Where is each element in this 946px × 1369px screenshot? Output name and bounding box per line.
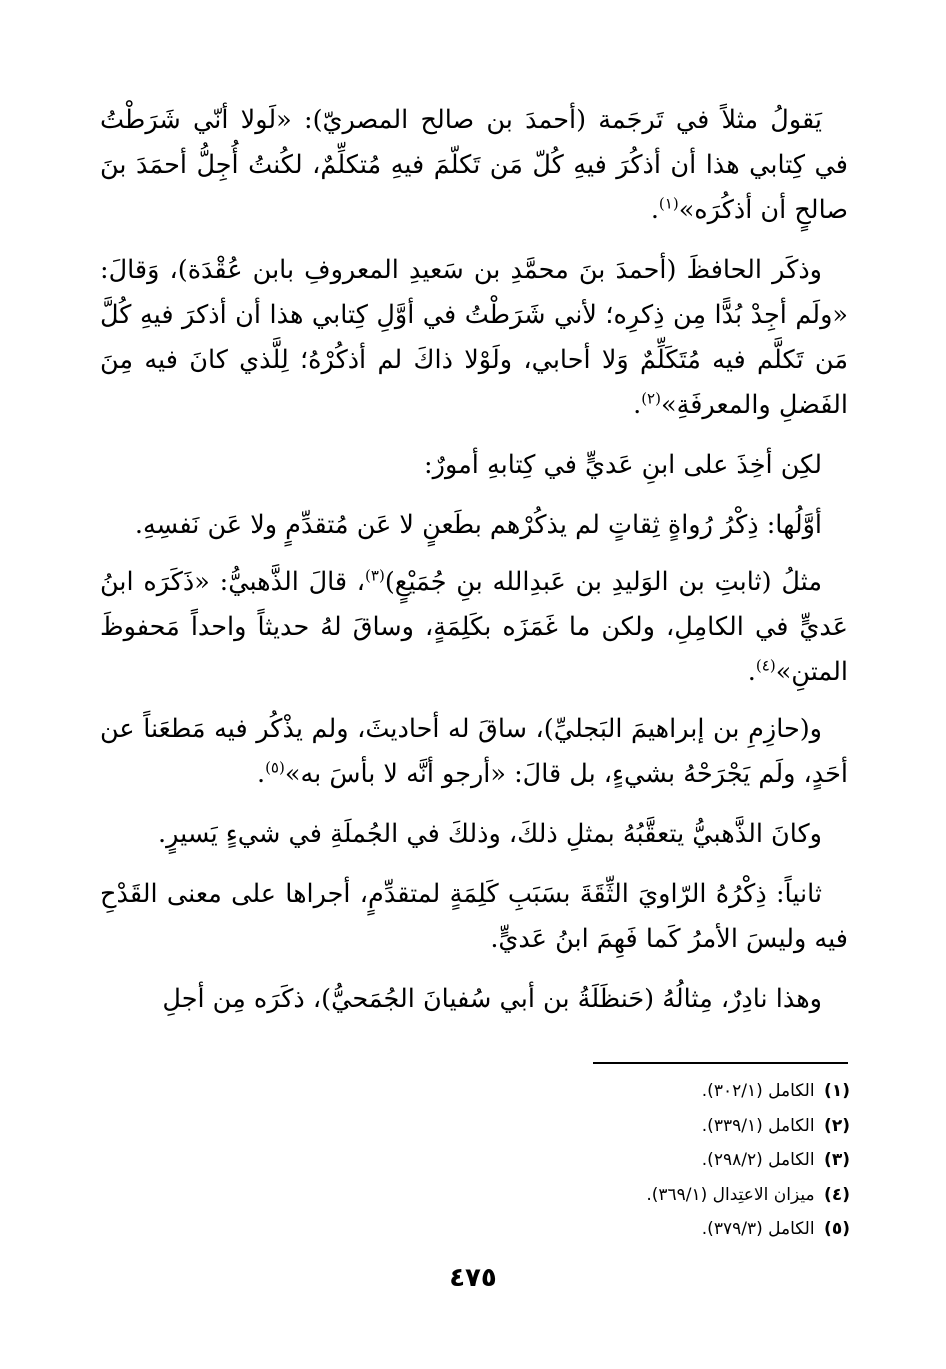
paragraph-9-text: وهذا نادِرٌ، مِثالُهُ (حَنظَلَةُ بن أبي سُفيانَ الجُمَحيُّ)، ذكَرَه مِن أجلِ (162, 984, 822, 1014)
paragraph-6: و(حازِمِ بن إبراهيمَ البَجليِّ)، ساقَ له أحاديثَ، ولم يذْكُر فيه مَطعَناً عن أحَدٍ، ولَم يَجْرَحْهُ بشيءٍ، بل قالَ: «أرجو أنَّه لا بأسَ به»$^{(٥)}$. (100, 714, 848, 789)
paragraph-3 (100, 443, 848, 488)
footnote-2 (560, 1109, 850, 1144)
footnote-text: ميزان الاعتِدال (٣٦٩/١). (646, 1184, 815, 1205)
footnote-number: (٣) (824, 1150, 850, 1170)
footnote-number: (٥) (824, 1219, 850, 1239)
footnote-5 (560, 1212, 850, 1247)
paragraph-5: مثلُ (ثابتِ بن الوَليدِ بن عَبدِالله بنِ جُمَيْعٍ)$^{(٣)}$، قالَ الذَّهبيُّ: «ذَكَرَه ابنُ عَديٍّ في الكامِلِ، ولكن ما غَمَزَه بكَلِمَةٍ، وساقَ لهُ حديثاً واحداً مَحفوظَ المتنِ»$^{(٤)}$. (100, 566, 848, 687)
footnote-marker-3: (٣) (365, 566, 385, 585)
footnote-3 (560, 1143, 850, 1178)
footnote-text: الكامل (٣٣٩/١). (701, 1115, 815, 1136)
footnote-1 (560, 1074, 850, 1109)
footnote-marker-5: (٥) (265, 758, 285, 777)
footnote-number: (١) (824, 1081, 850, 1101)
paragraph-2: وذكَر الحافظَ (أحمدَ بنَ محمَّدِ بن سَعيدِ المعروفِ بابن عُقْدَة)، وَقالَ: «ولَم أجِدْ بُدًّا مِن ذِكرِه؛ لأني شَرَطْتُ في أوَّلِ كِتابي هذا أن أذكرَ فيهِ كُلَّ مَن تَكلَّم فيه مُتَكَلِّمٌ وَلا أحابي، ولَوْلا ذاكَ لم أذكُرْهُ؛ لِلَّذي كانَ فيه مِنَ الفَضلِ والمعرفَةِ»$^{(٢)}$. (100, 255, 848, 420)
footnote-divider (593, 1062, 848, 1064)
footnote-text: الكامل (٢٩٨/٢). (701, 1150, 815, 1170)
paragraph-6-text: و(حازِمِ بن إبراهيمَ البَجليِّ)، ساقَ له أحاديثَ، ولم يذْكُر فيه مَطعَناً عن أحَدٍ، ولَم يَجْرَحْهُ بشيءٍ، بل قالَ: «أرجو أنَّه لا بأسَ به» (100, 714, 848, 789)
paragraph-1: يَقولُ مثلاً في تَرجَمة (أحمدَ بن صالح المصريّ): «لَولا أنّي شَرَطْتُ في كِتابي هذا أن أذكُرَ فيهِ كُلّ مَن تَكلّمَ فيهِ مُتكلِّمٌ، لكُنتُ أُجِلُّ أحمَدَ بنَ صالحٍ أن أذكُرَه»$^{(١)}$. (100, 105, 848, 225)
footnote-4 (560, 1178, 850, 1213)
paragraph-8-text: ثانياً: ذِكْرُهُ الرّاويَ الثِّقَةَ بسَبَبِ كَلِمَةٍ لمتقدِّمٍ، أجراها على معنى القَدْحِ فيه وليسَ الأمرُ كَما فَهِمَ ابنُ عَديٍّ. (100, 879, 848, 954)
footnote-marker-1: (١) (658, 194, 679, 213)
main-text (100, 98, 848, 1037)
footnote-number: (٢) (824, 1115, 850, 1136)
paragraph-5-text-end: ، قالَ الذَّهبيُّ: «ذَكَرَه ابنُ عَديٍّ في الكامِلِ، ولكن ما غَمَزَه بكَلِمَةٍ، وساقَ لهُ حديثاً واحداً مَحفوظَ المتنِ» (100, 567, 848, 687)
paragraph-4 (100, 503, 848, 548)
paragraph-9 (100, 977, 848, 1022)
paragraph-4-text: أوَّلُها: ذِكْرُ رُواةٍ ثِقاتٍ لم يذكُرْهم بطَعنٍ لا عَن مُتقدِّمٍ ولا عَن نَفسِهِ. (134, 510, 822, 540)
paragraph-5-text-start: مثلُ (ثابتِ بن الوَليدِ بن عَبدِالله بنِ جُمَيْعٍ) (384, 567, 822, 597)
page-number: ٤٧٥ (449, 1263, 497, 1293)
paragraph-7-text: وكانَ الذَّهبيُّ يتعقَّبُهُ بمثلِ ذلكَ، وذلكَ في الجُملَةِ في شيءٍ يَسيرٍ. (157, 819, 822, 849)
footnote-marker-4: (٤) (755, 656, 776, 675)
footnote-number: (٤) (824, 1184, 850, 1205)
footnote-text: الكامل (٣٧٩/٣). (701, 1219, 815, 1239)
paragraph-7 (100, 812, 848, 857)
footnotes (560, 1074, 850, 1247)
paragraph-2-text: وذكَر الحافظَ (أحمدَ بنَ محمَّدِ بن سَعيدِ المعروفِ بابن عُقْدَة)، وَقالَ: «ولَم أجِدْ بُدًّا مِن ذِكرِه؛ لأني شَرَطْتُ في أوَّلِ كِتابي هذا أن أذكرَ فيهِ كُلَّ مَن تَكلَّم فيه مُتَكَلِّمٌ وَلا أحابي، ولَوْلا ذاكَ لم أذكُرْهُ؛ لِلَّذي كانَ فيه مِنَ الفَضلِ والمعرفَةِ» (100, 255, 848, 420)
footnote-marker-2: (٢) (641, 389, 661, 408)
paragraph-8 (100, 872, 848, 962)
paragraph-3-text: لكِن أخِذَ على ابنِ عَديٍّ في كِتابهِ أمورٌ: (424, 450, 822, 480)
paragraph-1-text: يَقولُ مثلاً في تَرجَمة (أحمدَ بن صالح المصريّ): «لَولا أنّي شَرَطْتُ في كِتابي هذا أن أذكُرَ فيهِ كُلّ مَن تَكلّمَ فيهِ مُتكلِّمٌ، لكُنتُ أُجِلُّ أحمَدَ بنَ صالحٍ أن أذكُرَه» (100, 105, 848, 225)
footnote-text: الكامل (٣٠٢/١). (701, 1081, 815, 1101)
